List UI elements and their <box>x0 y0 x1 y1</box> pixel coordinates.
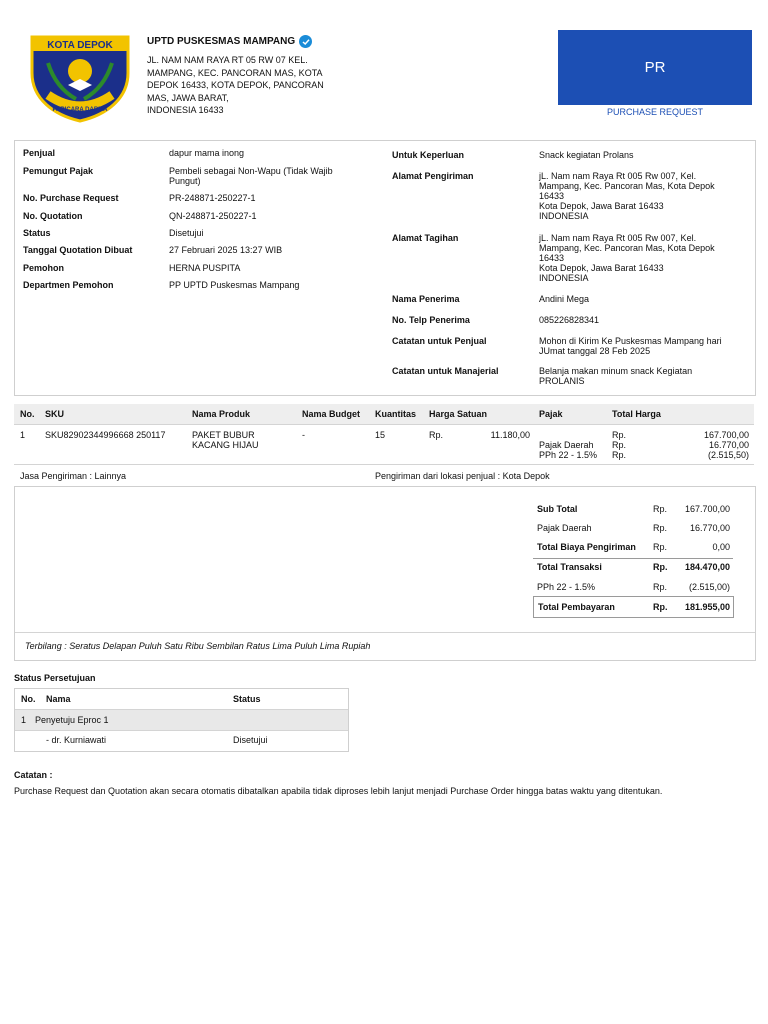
info-label: Tanggal Quotation Dibuat <box>23 245 133 255</box>
address-line: INDONESIA <box>539 211 589 221</box>
address-line: Kota Depok, Jawa Barat 16433 <box>539 263 664 273</box>
cell-total: 167.700,00 <box>703 430 749 440</box>
info-value: PP UPTD Puskesmas Mampang <box>169 280 300 290</box>
col-header: Kuantitas <box>375 409 417 419</box>
note-line: JUmat tanggal 28 Feb 2025 <box>539 346 651 356</box>
cell-sku: SKU82902344996668 250117 <box>45 430 166 440</box>
info-value: 27 Februari 2025 13:27 WIB <box>169 245 283 255</box>
cell-product: KACANG HIJAU <box>192 440 259 450</box>
logo-text-bottom: PARICARA DARMA <box>52 107 108 113</box>
col-header: Pajak <box>539 409 563 419</box>
cell-total: (2.515,50) <box>707 450 749 460</box>
address-line: jL. Nam nam Raya Rt 005 Rw 007, Kel. <box>539 233 697 243</box>
total-currency: Rp. <box>653 523 668 533</box>
approver-status: Disetujui <box>233 735 268 745</box>
total-currency: Rp. <box>653 602 668 612</box>
total-label: Total Pembayaran <box>538 602 615 612</box>
org-address-line: JL. NAM NAM RAYA RT 05 RW 07 KEL. <box>147 55 308 65</box>
cell-tax: PPh 22 - 1.5% <box>539 450 598 460</box>
note-line: PROLANIS <box>539 376 585 386</box>
total-label: Total Transaksi <box>537 562 602 572</box>
doc-title: PURCHASE REQUEST <box>606 107 704 117</box>
total-value: 181.955,00 <box>684 602 730 612</box>
col-header: Nama <box>46 694 71 704</box>
info-label: Pemungut Pajak <box>23 166 94 176</box>
org-name-text: UPTD PUSKESMAS MAMPANG <box>147 36 296 47</box>
shipping-origin: Pengiriman dari lokasi penjual : Kota Depok <box>375 471 550 481</box>
info-value: Disetujui <box>169 228 204 238</box>
info-label: Untuk Keperluan <box>392 150 465 160</box>
info-label: No. Purchase Request <box>23 193 119 203</box>
info-panel <box>14 140 756 396</box>
group-name: Penyetuju Eproc 1 <box>35 715 109 725</box>
total-label: PPh 22 - 1.5% <box>537 582 596 592</box>
divider <box>533 558 733 559</box>
logo-text-top: KOTA DEPOK <box>47 40 113 51</box>
total-value: 167.700,00 <box>684 504 730 514</box>
approver-name: - dr. Kurniawati <box>46 735 107 745</box>
kota-depok-logo <box>26 33 134 123</box>
verified-check-icon <box>299 35 312 48</box>
shipping-address <box>539 171 715 221</box>
totals-panel <box>14 486 756 661</box>
billing-address <box>539 233 715 283</box>
info-label: Catatan untuk Manajerial <box>392 366 499 376</box>
notes-text: Purchase Request dan Quotation akan secara otomatis dibatalkan apabila tidak diproses lebih lanjut menjadi Purchase Order hingga batas waktu yang ditentukan. <box>14 786 663 796</box>
doc-code-box <box>558 30 752 105</box>
approval-title: Status Persetujuan <box>14 673 96 683</box>
org-address-line: MAMPANG, KEC. PANCORAN MAS, KOTA <box>147 67 323 78</box>
total-label: Pajak Daerah <box>537 523 592 533</box>
items-table-header <box>14 404 754 425</box>
col-header: Nama Budget <box>302 409 361 419</box>
divider <box>14 464 754 465</box>
info-value: PR-248871-250227-1 <box>169 193 256 203</box>
note-line: Belanja makan minum snack Kegiatan <box>539 366 693 376</box>
info-value: Andini Mega <box>539 294 590 304</box>
table-row <box>14 424 754 464</box>
shipping-service: Jasa Pengiriman : Lainnya <box>20 471 127 481</box>
org-name <box>147 35 312 48</box>
cell-price-currency: Rp. <box>429 430 444 440</box>
info-value: Pungut) <box>169 176 201 186</box>
notes-title: Catatan : <box>14 770 53 780</box>
info-value: dapur mama inong <box>169 148 245 158</box>
total-currency: Rp. <box>653 542 668 552</box>
cell-no: 1 <box>20 430 26 440</box>
org-address-line: INDONESIA 16433 <box>147 105 224 115</box>
address-line: Mampang, Kec. Pancoran Mas, Kota Depok <box>539 181 715 191</box>
info-value: Pembeli sebagai Non-Wapu (Tidak Wajib <box>169 166 333 176</box>
col-header: SKU <box>45 409 65 419</box>
cell-budget: - <box>302 430 305 440</box>
total-currency: Rp. <box>653 562 668 572</box>
address-line: Kota Depok, Jawa Barat 16433 <box>539 201 664 211</box>
info-label: Nama Penerima <box>392 294 460 304</box>
address-line: jL. Nam nam Raya Rt 005 Rw 007, Kel. <box>539 171 697 181</box>
cell-price: 11.180,00 <box>490 430 530 440</box>
total-label: Sub Total <box>537 504 578 514</box>
seller-note <box>539 336 722 356</box>
info-label: Departmen Pemohon <box>23 280 114 290</box>
org-address-line: MAS, JAWA BARAT, <box>147 92 229 103</box>
col-header: Harga Satuan <box>429 409 488 419</box>
cell-total-currency: Rp. <box>612 450 627 460</box>
info-label: Pemohon <box>23 263 65 273</box>
info-label: No. Quotation <box>23 211 83 221</box>
cell-qty: 15 <box>375 430 386 440</box>
info-value: HERNA PUSPITA <box>169 263 241 273</box>
cell-product: PAKET BUBUR <box>192 430 255 440</box>
total-value: (2.515,00) <box>688 582 730 592</box>
address-line: Mampang, Kec. Pancoran Mas, Kota Depok <box>539 243 715 253</box>
total-currency: Rp. <box>653 582 668 592</box>
total-currency: Rp. <box>653 504 668 514</box>
note-line: Mohon di Kirim Ke Puskesmas Mampang hari <box>539 336 722 346</box>
info-label: Status <box>23 228 51 238</box>
col-header: Status <box>233 694 261 704</box>
approval-group-row <box>15 709 348 731</box>
cell-tax: Pajak Daerah <box>539 440 594 450</box>
approval-table <box>14 688 349 752</box>
address-line: 16433 <box>539 191 565 201</box>
amount-in-words: Terbilang : Seratus Delapan Puluh Satu Ribu Sembilan Ratus Lima Puluh Lima Rupiah <box>25 641 371 651</box>
col-header: No. <box>20 409 35 419</box>
col-header: No. <box>21 694 36 704</box>
org-address <box>147 54 347 117</box>
divider <box>15 632 755 633</box>
total-value: 184.470,00 <box>684 562 730 572</box>
info-label: Penjual <box>23 148 56 158</box>
group-no: 1 <box>21 715 27 725</box>
info-value: 085226828341 <box>539 315 600 325</box>
info-label: Alamat Tagihan <box>392 233 459 243</box>
management-note <box>539 366 692 386</box>
address-line: INDONESIA <box>539 273 589 283</box>
doc-code: PR <box>644 59 666 76</box>
info-label: No. Telp Penerima <box>392 315 470 325</box>
col-header: Total Harga <box>612 409 661 419</box>
cell-total-currency: Rp. <box>612 430 627 440</box>
cell-total: 16.770,00 <box>708 440 749 450</box>
address-line: 16433 <box>539 253 565 263</box>
org-address-line: DEPOK 16433, KOTA DEPOK, PANCORAN <box>147 80 324 90</box>
col-header: Nama Produk <box>192 409 251 419</box>
total-value: 0,00 <box>712 542 730 552</box>
cell-total-currency: Rp. <box>612 440 627 450</box>
info-value: QN-248871-250227-1 <box>169 211 257 221</box>
total-value: 16.770,00 <box>689 523 730 533</box>
info-value: Snack kegiatan Prolans <box>539 150 634 160</box>
info-label: Alamat Pengiriman <box>392 171 474 181</box>
total-label: Total Biaya Pengiriman <box>537 542 636 552</box>
info-label: Catatan untuk Penjual <box>392 336 487 346</box>
